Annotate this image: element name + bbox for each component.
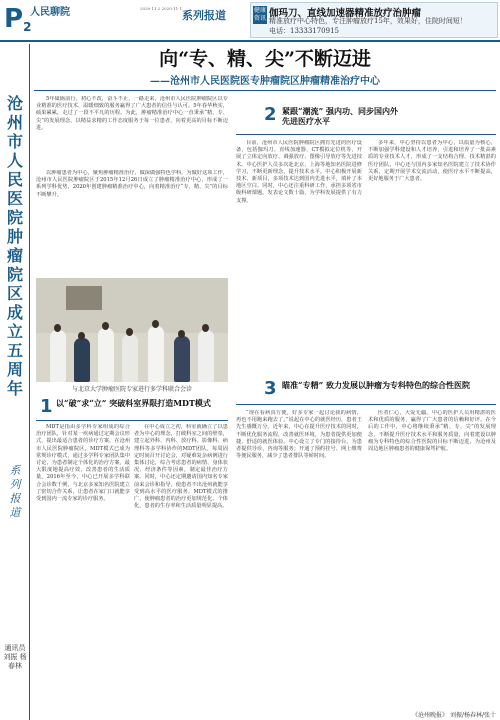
vertical-series-label: 系列报道 <box>9 464 21 519</box>
intro-paragraph-2: 以肿瘤患者为中心，聚焦肿瘤精准治疗，做深做强特色学科。为做好这项工作，沧州市人民医院肿瘤院区于2015年12月26日成立了肿瘤精准治疗中心，形成了一系列学科优势，2020年创建肿瘤精准治疗中心，向着精准治疗“专、精、尖”的目标不断攀升。 <box>36 170 228 198</box>
section-1-number: 1 <box>40 396 53 417</box>
section-2-text-col1: 目前，沧州市人民医院肿瘤院区拥有先进的医疗设备，包括伽玛刀、直线加速器、CT模拟定位机等，开展了立体定向放疗、调强放疗、图像引导放疗等先进技术。中心医护人员多次赴北京、上海等地知名医院进修学习，不断更新理念，提升技术水平。中心积极开展新技术、新项目，多项技术达到国内先进水平，填补了本地区空白。同时，中心还注重科研工作，承担多项省市级科研课题，发表论文数十篇，为学科发展提供了有力支撑。 <box>236 140 362 204</box>
section-1-rule <box>36 420 228 421</box>
photo-caption: 与北京大学肿瘤医院专家进行多学科联合会诊 <box>71 386 192 393</box>
section-1-text-col1: MDT是指由多学科专家组成的综合治疗团队，针对某一疾病通过定期会议形式，提出最适合患者的诊疗方案。在沧州市人民医院肿瘤院区，MDT模式已成为常规诊疗模式，通过多学科专家团队集中讨论，为患者制定个体化的治疗方案，最大限度地提高疗效，改善患者的生活质量。2016年至今，中心已开展多学科联合会诊数千例，与北京多家知名医院建立了密切合作关系，让患者在家门口就能享受到国内一流专家的诊疗服务。 <box>36 424 130 503</box>
title-divider <box>34 90 496 91</box>
article-title: 向“专、精、尖”不断迈进 <box>159 48 371 70</box>
section-1-heading: 以“破”求“立” 突破科室界限打造MDT模式 <box>56 398 211 408</box>
issue-dates: 2020·11·2 2020·11·1 <box>140 6 182 11</box>
ad-headline: 伽玛刀、直线加速器精准放疗治肿瘤 <box>269 8 422 19</box>
page-number: P2 <box>4 4 32 34</box>
section-3-text-col1: “现在看病真方便，好多专家一起讨论我的病情，再也不用跑来跑去了。”说起在中心的就医经历，患者王先生感慨万分。近年来，中心在提升医疗技术的同时，不断优化服务流程，改善就医环境，为患者提供更加便捷、舒适的就医体验。中心设立了专门的接待台，为患者提供导诊、咨询等服务；开通了预约挂号、网上缴费等便民服务，减少了患者排队等候时间。 <box>236 410 362 460</box>
section-title: 系列报道 <box>182 9 226 22</box>
paper-name: 人民聊院 <box>30 7 70 18</box>
intro-paragraph: 5年砥砺前行，初心不改，奋斗不止，一路走来，沧州市人民医院肿瘤院区以专业精准的医疗技术、温暖细致的服务赢得了广大患者的信任与认可。5年春华秋实，硕果累累，走过了一段不平凡的历程。为此，肿瘤精准治疗中心一直秉承“精、专、尖”的发展理念，以精益求精的工作态度服务于每一位患者，向着更高的目标不断迈进。 <box>36 96 228 131</box>
header-advertisement <box>250 2 498 38</box>
ad-subline: 精准放疗中心特色，专注肿瘤放疗15年，效果好，住院时间短！ <box>269 17 467 25</box>
section-3-heading: 瞄准“专精” 致力发展以肿瘤为专科特色的综合性医院 <box>282 380 470 390</box>
footer-credit: 《沧州晚报》 刘振/杨春林/张十 <box>412 712 496 719</box>
section-3-text-col2: 医者仁心，大爱无疆。中心的医护人员用精湛的医术和优质的服务，赢得了广大患者的信赖和好评。在今后的工作中，中心将继续秉承“精、专、尖”的发展理念，不断提升医疗技术水平和服务质量，向着建设以肿瘤为专科特色的综合性医院的目标不断迈进，为沧州及周边地区肿瘤患者的健康保驾护航。 <box>368 410 496 453</box>
ad-phone: 电话：13333170915 <box>269 27 339 35</box>
section-1-text-col2: 在中心成立之初，科室就确立了以患者为中心的理念，打破科室之间的壁垒，建立起外科、内科、放疗科、影像科、病理科等多学科协作的MDT团队。每周固定时间召开讨论会，对疑难复杂病例进行集体讨论，综合考虑患者的病情、身体状况、经济条件等因素，制定最佳治疗方案。同时，中心还定期邀请国内知名专家前来会诊和指导，使患者不出沧州就能享受到高水平的医疗服务。MDT模式的推广，使肿瘤患者的治疗更加规范化、个体化，患者的生存率和生活质量明显提高。 <box>134 424 228 510</box>
vertical-author: 通讯员 刘振 杨春林 <box>3 644 27 670</box>
section-2-heading: 紧跟“潮流” 强内功、同步国内外先进医疗水平 <box>282 106 398 126</box>
section-2-rule <box>236 134 496 135</box>
article-subtitle: ——沧州市人民医院医专肿瘤院区肿瘤精准治疗中心 <box>150 76 380 87</box>
page-header <box>0 0 500 42</box>
section-2-text-col2: 多年来，中心坚持以患者为中心，以质量为核心，不断加强学科建设和人才培养，引进和培养了一批高素质的专业技术人才，形成了一支结构合理、技术精湛的医疗团队。中心还与国内多家知名医院建立了技术协作关系，定期开展学术交流活动，使医疗水平不断提高，更好地服务于广大患者。 <box>368 140 496 183</box>
left-banner <box>0 44 30 720</box>
consultation-photo <box>36 278 228 382</box>
section-3-rule <box>236 404 496 405</box>
ad-label: 健康资讯 <box>253 7 266 22</box>
vertical-title: 沧州市人民医院肿瘤院区成立五周年 <box>6 94 23 398</box>
section-2-number: 2 <box>264 104 277 125</box>
section-3-number: 3 <box>264 378 277 399</box>
